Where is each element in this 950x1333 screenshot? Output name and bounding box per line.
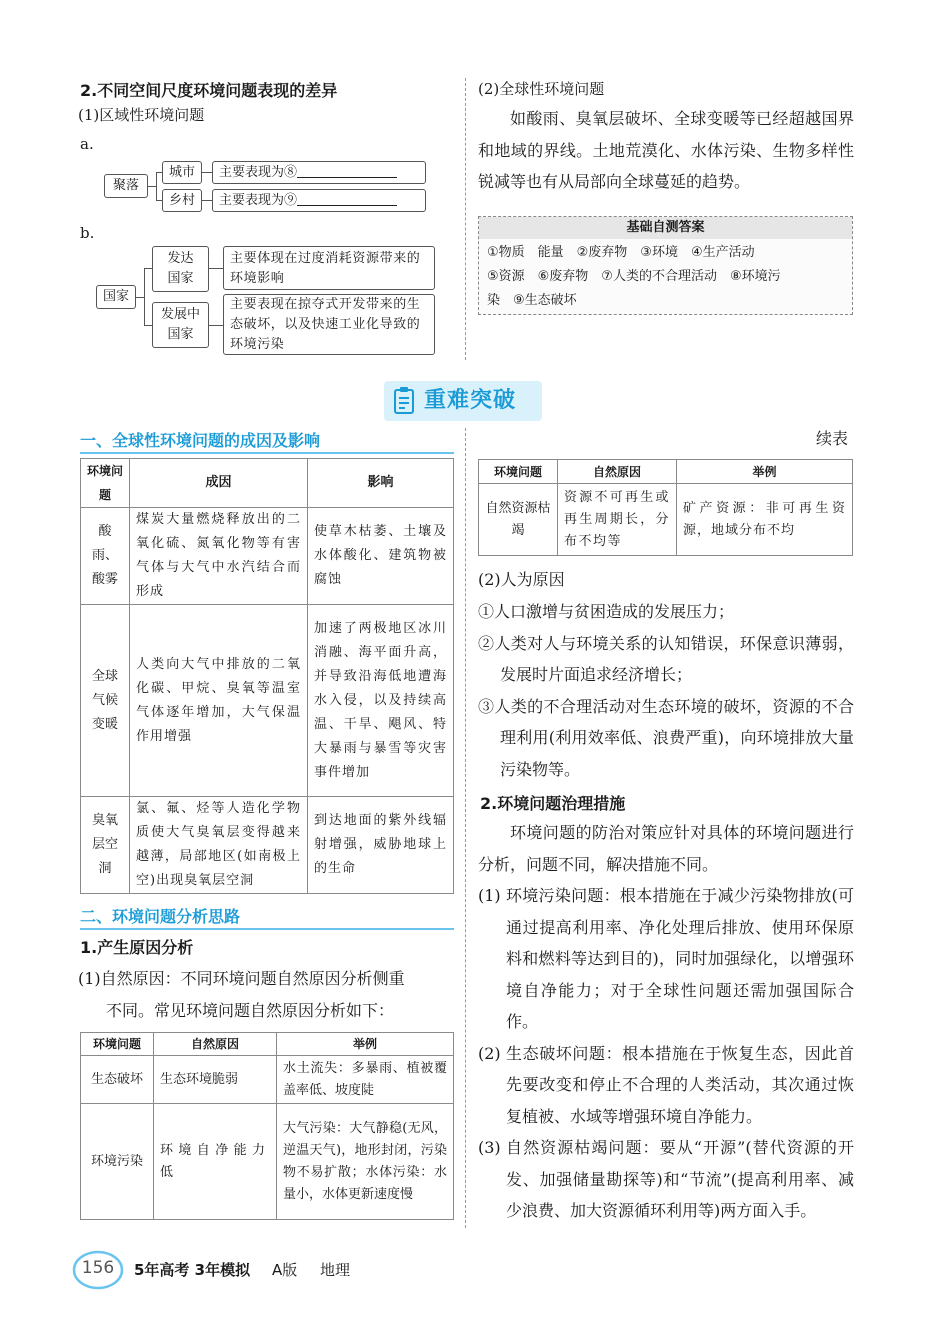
continued-label: 续表: [816, 429, 849, 448]
column-divider: [465, 428, 466, 1228]
list-text: 自然资源枯竭问题：要从“开源”(替代资源的开发、加强储量勘探等)和“节流”(提高利用率、减少浪费、加大资源循环利用等)两方面入手。: [506, 1138, 854, 1220]
causes-table: [80, 458, 454, 894]
table-cell: 大气污染：大气静稳(无风，逆温天气)，地形封闭，污染物不易扩散；水体污染：水量小，水体更新速度慢: [277, 1104, 454, 1220]
section-underline: [80, 452, 454, 454]
list-number: (2): [478, 1043, 501, 1063]
subheading: 1.产生原因分析: [80, 938, 194, 957]
list-number: (3): [478, 1138, 501, 1157]
table-cell: 资源不可再生或再生周期长，分布不均等: [558, 484, 677, 556]
subheading: (1)区域性环境问题: [78, 106, 205, 124]
paragraph: (1)自然原因：不同环境问题自然原因分析侧重: [78, 969, 405, 988]
list-item: [478, 1038, 854, 1133]
list-text: 生态破坏问题：根本措施在于恢复生态，因此首先要改变和停止不合理的人类活动，其次通过恢复植被、水域等增强环境自净能力。: [506, 1043, 854, 1126]
diagram-branch: 城市: [162, 161, 202, 184]
diagram-branch: 乡村: [162, 189, 202, 212]
table-cell: 环境污染: [81, 1104, 154, 1220]
table-row: [81, 1056, 454, 1104]
table-header: 环境问题: [479, 460, 558, 484]
table-cell: 自然资源枯竭: [479, 484, 558, 556]
human-causes-list: [478, 596, 854, 785]
list-item: [478, 1132, 854, 1227]
page-number-badge: [72, 1250, 124, 1290]
answer-blank: [297, 191, 397, 206]
table-cell: 氯、氟、烃等人造化学物质使大气臭氧层变得越来越薄，局部地区(如南极上空)出现臭氧层空洞: [130, 797, 308, 894]
diagram-leaf: 主要体现在过度消耗资源带来的环境影响: [223, 246, 435, 290]
table-row: [81, 797, 454, 894]
subheading: 2.环境问题治理措施: [480, 794, 626, 813]
table-cell: 生态破坏: [81, 1056, 154, 1104]
clipboard-icon: [392, 386, 418, 416]
table-cell: 酸雨、酸雾: [81, 508, 130, 605]
table-row: [81, 508, 454, 605]
answer-line: 染 ⑨生态破坏: [487, 293, 577, 308]
edition: A版: [272, 1261, 298, 1279]
table-cell: 环境自净能力低: [154, 1104, 277, 1220]
table-header: 影响: [308, 459, 454, 508]
paragraph: 不同。常见环境问题自然原因分析如下：: [106, 1001, 395, 1020]
answer-line: ①物质 能量 ②废弃物 ③环境 ④生产活动: [487, 245, 755, 260]
table-header: 环境问题: [81, 459, 130, 508]
table-header: 环境问题: [81, 1033, 154, 1056]
table-cell: 生态环境脆弱: [154, 1056, 277, 1104]
table-cell: 人类向大气中排放的二氧化碳、甲烷、臭氧等温室气体逐年增加，大气保温作用增强: [130, 605, 308, 797]
answer-box: [478, 216, 853, 315]
list-text: 环境污染问题：根本措施在于减少污染物排放(可通过提高利用率、净化处理后排放、使用环保原料和燃料等达到目的)，同时加强绿化，以增强环境自净能力；对于全球性问题还需加强国际合作。: [506, 886, 854, 1031]
measures-list: [478, 880, 854, 1227]
list-item: [478, 880, 854, 1038]
diagram-branch: 发达国家: [152, 246, 209, 292]
subject: 地理: [320, 1261, 351, 1279]
paragraph: 环境问题的防治对策应针对具体的环境问题进行分析，问题不同，解决措施不同。: [478, 823, 854, 874]
section-title: 一、全球性环境问题的成因及影响: [80, 431, 321, 450]
diagram-leaf: 主要表现在掠夺式开发带来的生态破坏，以及快速工业化导致的环境污染: [223, 294, 435, 355]
diagram-root: 聚落: [104, 174, 148, 198]
table-cell: 到达地面的紫外线辐射增强，威胁地球上的生命: [308, 797, 454, 894]
label-b: b.: [80, 224, 95, 242]
diagram-leaf: 主要表现为⑨: [212, 189, 426, 212]
table-header: 自然原因: [154, 1033, 277, 1056]
section-banner: [384, 381, 542, 421]
table-cell: 加速了两极地区冰川消融、海平面升高，并导致沿海低地遭海水入侵，以及持续高温、干旱、飓风、特大暴雨与暴雪等灾害事件增加: [308, 605, 454, 797]
answer-title: 基础自测答案: [479, 217, 852, 239]
diagram-leaf: 主要表现为⑧: [212, 161, 426, 184]
table-header: 自然原因: [558, 460, 677, 484]
section-title: 二、环境问题分析思路: [80, 907, 241, 926]
table-row: [81, 605, 454, 797]
book-title: 5年高考 3年模拟: [134, 1261, 251, 1279]
table-cell: 臭氧层空洞: [81, 797, 130, 894]
list-item: ①人口激增与贫困造成的发展压力；: [478, 602, 735, 621]
banner-title: 重难突破: [424, 388, 517, 413]
table-header: 成因: [130, 459, 308, 508]
natural-causes-table-continued: [478, 459, 853, 556]
table-cell: 煤炭大量燃烧释放出的二氧化硫、氮氧化物等有害气体与大气中水汽结合而形成: [130, 508, 308, 605]
answer-blank: [297, 163, 397, 178]
table-cell: 全球气候变暖: [81, 605, 130, 797]
table-header: 举例: [677, 460, 853, 484]
page-number: 156: [81, 1258, 115, 1278]
list-number: (1): [478, 886, 501, 905]
label-a: a.: [80, 135, 94, 153]
table-row: [81, 1104, 454, 1220]
paragraph: 如酸雨、臭氧层破坏、全球变暖等已经超越国界和地域的界线。土地荒漠化、水体污染、生物多样性锐减等也有从局部向全球蔓延的趋势。: [478, 109, 854, 191]
list-item: ②人类对人与环境关系的认知错误，环保意识薄弱，发展时片面追求经济增长；: [478, 633, 854, 684]
diagram-root: 国家: [96, 285, 136, 309]
table-row: [479, 484, 853, 556]
section-underline: [80, 928, 454, 930]
answer-line: ⑤资源 ⑥废弃物 ⑦人类的不合理活动 ⑧环境污: [487, 269, 781, 284]
subheading: (2)全球性环境问题: [478, 80, 605, 98]
list-item: ③人类的不合理活动对生态环境的破坏，资源的不合理利用(利用效率低、浪费严重)，向环境排放大量污染物等。: [478, 696, 854, 779]
subheading: (2)人为原因: [478, 570, 565, 589]
table-cell: 水土流失：多暴雨、植被覆盖率低、坡度陡: [277, 1056, 454, 1104]
section-heading: 2.不同空间尺度环境问题表现的差异: [80, 81, 338, 100]
diagram-branch: 发展中国家: [152, 302, 209, 348]
natural-causes-table: [80, 1032, 454, 1220]
table-cell: 矿产资源：非可再生资源，地域分布不均: [677, 484, 853, 556]
table-header: 举例: [277, 1033, 454, 1056]
table-cell: 使草木枯萎、土壤及水体酸化、建筑物被腐蚀: [308, 508, 454, 605]
column-divider: [465, 78, 466, 360]
